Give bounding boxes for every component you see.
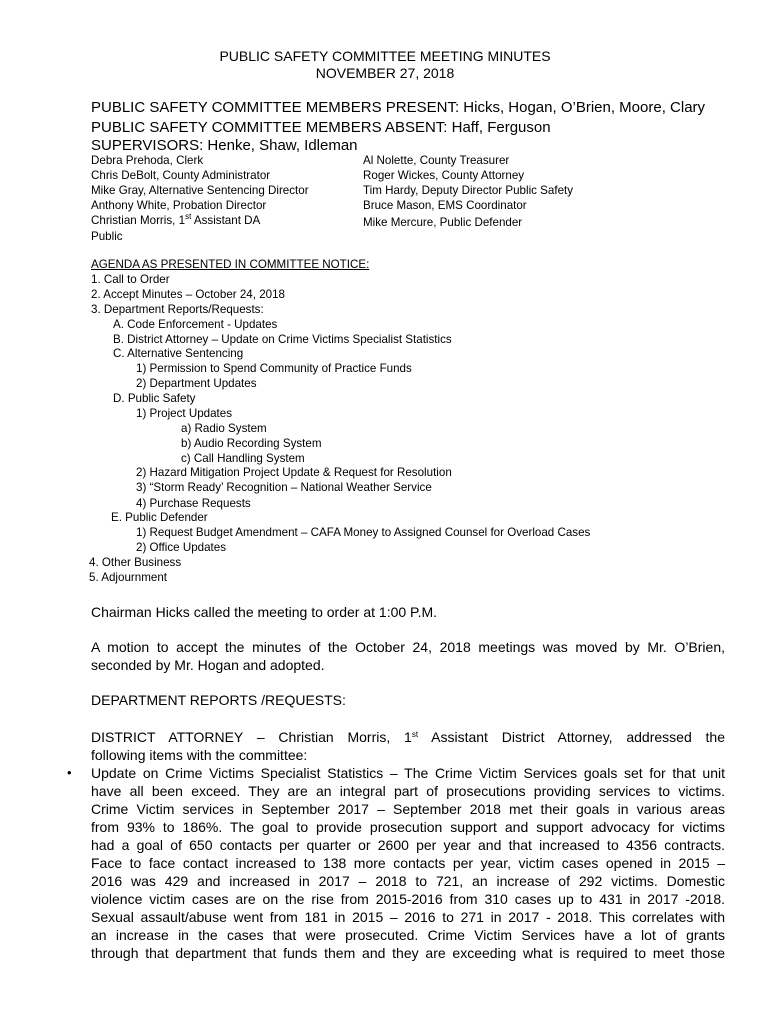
agenda-item: 1) Request Budget Amendment – CAFA Money to Assigned Counsel for Overload Cases [136, 526, 591, 539]
attendee: Public [91, 230, 123, 243]
agenda-item: 1. Call to Order [91, 273, 170, 286]
attendee: Bruce Mason, EMS Coordinator [363, 199, 527, 212]
bullet-paragraph-line: violence victim cases are on the rise from 2015-2016 from 310 cases up to 431 in 2017 -2018. [91, 891, 725, 907]
agenda-item: b) Audio Recording System [181, 437, 322, 450]
bullet-paragraph-line: an increase in the cases that were prosecuted. Crime Victim Services have a lot of grants [91, 927, 725, 943]
agenda-item: 4. Other Business [89, 556, 182, 569]
members-absent: PUBLIC SAFETY COMMITTEE MEMBERS ABSENT: Haff, Ferguson [91, 119, 551, 136]
agenda-heading: AGENDA AS PRESENTED IN COMMITTEE NOTICE: [91, 258, 370, 271]
district-attorney-paragraph-line: following items with the committee: [91, 747, 308, 763]
agenda-item: A. Code Enforcement - Updates [113, 318, 278, 331]
agenda-item: 2) Department Updates [136, 377, 257, 390]
attendee: Mike Gray, Alternative Sentencing Director [91, 184, 309, 197]
agenda-item: 2. Accept Minutes – October 24, 2018 [91, 288, 285, 301]
bullet-paragraph-line: Update on Crime Victims Specialist Statistics – The Crime Victim Services goals set for that unit [91, 765, 725, 781]
agenda-item: 1) Permission to Spend Community of Practice Funds [136, 362, 412, 375]
members-present: PUBLIC SAFETY COMMITTEE MEMBERS PRESENT: Hicks, Hogan, O’Brien, Moore, Clary [91, 99, 706, 116]
agenda-item: D. Public Safety [113, 392, 196, 405]
bullet-paragraph-line: Crime Victim services in September 2017 – September 2018 met their goals in various areas [91, 801, 725, 817]
agenda-item: B. District Attorney – Update on Crime Victims Specialist Statistics [113, 333, 452, 346]
supervisors: SUPERVISORS: Henke, Shaw, Idleman [91, 137, 358, 154]
agenda-item: 3) “Storm Ready’ Recognition – National Weather Service [136, 481, 432, 494]
motion-paragraph-line: A motion to accept the minutes of the October 24, 2018 meetings was moved by Mr. O’Brien, [91, 639, 725, 655]
attendee: Christian Morris, 1st Assistant DA [91, 212, 261, 227]
bullet-paragraph-line: Sexual assault/abuse went from 181 in 2015 – 2016 to 271 in 2017 - 2018. This correlates with [91, 909, 725, 925]
agenda-item: 2) Office Updates [136, 541, 227, 554]
agenda-item: 2) Hazard Mitigation Project Update & Request for Resolution [136, 466, 452, 479]
attendee: Debra Prehoda, Clerk [91, 154, 204, 167]
agenda-item: C. Alternative Sentencing [113, 347, 244, 360]
attendee: Al Nolette, County Treasurer [363, 154, 510, 167]
agenda-item: c) Call Handling System [181, 452, 305, 465]
bullet-paragraph-line: through that department that funds them and they are exceeding what is required to meet those [91, 945, 725, 961]
agenda-item: E. Public Defender [111, 511, 208, 524]
bullet-paragraph-line: have all been exceed. They are an integral part of prosecutions providing services to victims. [91, 783, 725, 799]
bullet-paragraph-line: from 93% to 186%. The goal to provide prosecution support and support advocacy for victims [91, 819, 725, 835]
agenda-item: 1) Project Updates [136, 407, 233, 420]
motion-paragraph-line: seconded by Mr. Hogan and adopted. [91, 657, 325, 673]
agenda-item: 3. Department Reports/Requests: [91, 303, 264, 316]
agenda-item: a) Radio System [181, 422, 267, 435]
attendee: Tim Hardy, Deputy Director Public Safety [363, 184, 574, 197]
attendee: Anthony White, Probation Director [91, 199, 267, 212]
document-date: NOVEMBER 27, 2018 [315, 65, 455, 81]
agenda-item: 5. Adjournment [89, 571, 167, 584]
agenda-item: 4) Purchase Requests [136, 497, 251, 510]
bullet-paragraph-line: 2016 was 429 and increased in 2017 – 2018 to 721, an increase of 292 victims. Domestic [91, 873, 725, 889]
attendee: Roger Wickes, County Attorney [363, 169, 525, 182]
call-to-order-paragraph: Chairman Hicks called the meeting to order at 1:00 P.M. [91, 604, 438, 620]
document-title: PUBLIC SAFETY COMMITTEE MEETING MINUTES [219, 48, 551, 64]
department-reports-heading: DEPARTMENT REPORTS /REQUESTS: [91, 692, 346, 708]
attendee: Mike Mercure, Public Defender [363, 216, 523, 229]
attendee: Chris DeBolt, County Administrator [91, 169, 271, 182]
bullet-paragraph-line: had a goal of 650 contacts per quarter or 2600 per year and that increased to 4356 contracts. [91, 837, 725, 853]
bullet-paragraph-line: Face to face contact increased to 138 more contacts per year, victim cases opened in 2015 – [91, 855, 725, 871]
district-attorney-paragraph-line: DISTRICT ATTORNEY – Christian Morris, 1st Assistant District Attorney, addressed the [91, 729, 726, 745]
bullet-marker: • [67, 765, 72, 780]
